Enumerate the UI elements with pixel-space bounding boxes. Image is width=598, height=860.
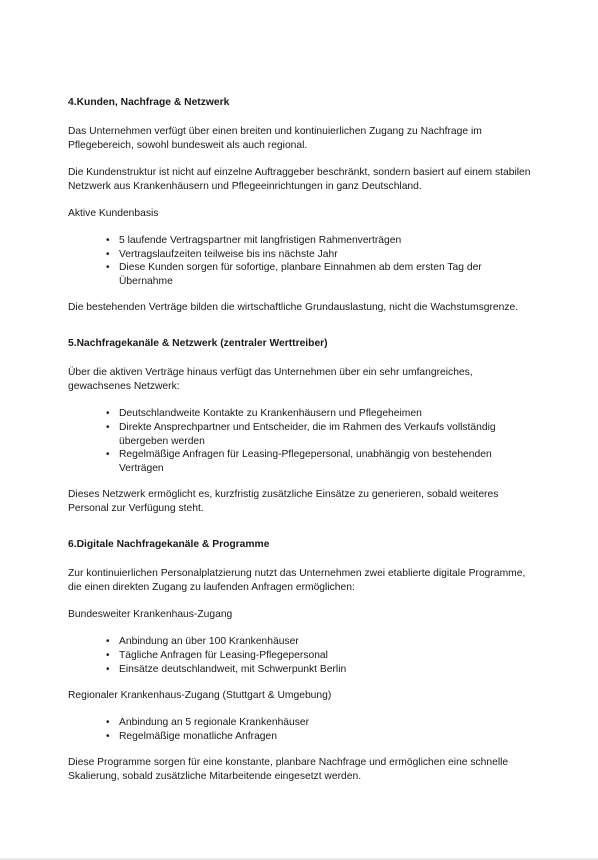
bullet-icon: • xyxy=(106,235,110,246)
paragraph: Diese Programme sorgen für eine konstante, planbare Nachfrage und ermöglichen eine schnelle Skalierung, sobald zusätzliche Mitarbeitende eingesetzt werden. xyxy=(68,757,509,783)
list-item xyxy=(106,649,538,663)
bullet-icon: • xyxy=(106,717,110,729)
section-heading: 4.Kunden, Nachfrage & Netzwerk xyxy=(68,97,230,108)
subheading: Regionaler Krankenhaus-Zugang (Stuttgart & Umgebung) xyxy=(68,690,332,702)
subheading: Bundesweiter Krankenhaus-Zugang xyxy=(68,609,233,621)
bullet-list xyxy=(68,716,538,743)
bullet-icon: • xyxy=(106,421,110,433)
list-item-text: Anbindung an 5 regionale Krankenhäuser xyxy=(119,717,310,729)
section-heading: 5.Nachfragekanäle & Netzwerk (zentraler Werttreiber) xyxy=(68,338,328,350)
list-item xyxy=(106,730,538,744)
bullet-icon: • xyxy=(106,408,110,420)
paragraph: Die Kundenstruktur ist nicht auf einzelne Auftraggeber beschränkt, sondern basiert auf einem stabilen Netzwerk aus Krankenhäusern und Pflegeeinrichtungen in ganz Deutschland. xyxy=(68,167,531,192)
list-item xyxy=(106,407,538,421)
list-item-text: Direkte Ansprechpartner und Entscheider, die im Rahmen des Verkaufs vollständig übergeben werden xyxy=(119,421,496,447)
paragraph: Zur kontinuierlichen Personalplatzierung nutzt das Unternehmen zwei etablierte digitale Programme, die einen direkten Zugang zu laufenden Anfragen ermöglichen: xyxy=(68,568,526,594)
bullet-icon: • xyxy=(106,663,110,675)
paragraph: Die bestehenden Verträge bilden die wirtschaftliche Grundauslastung, nicht die Wachstumsgrenze. xyxy=(68,302,519,314)
list-item xyxy=(106,663,538,677)
bullet-list xyxy=(68,635,538,676)
bullet-list xyxy=(68,234,538,288)
list-item-text: Regelmäßige monatliche Anfragen xyxy=(119,730,277,742)
list-item-text: Tägliche Anfragen für Leasing-Pflegepersonal xyxy=(119,649,328,661)
paragraph: Das Unternehmen verfügt über einen breiten und kontinuierlichen Zugang zu Nachfrage im Pflegebereich, sowohl bundesweit als auch regional. xyxy=(68,126,482,151)
list-item-text: 5 laufende Vertragspartner mit langfristigen Rahmenverträgen xyxy=(119,235,402,246)
paragraph: Dieses Netzwerk ermöglicht es, kurzfristig zusätzliche Einsätze zu generieren, sobald weiteres Personal zur Verfügung steht. xyxy=(68,489,499,515)
bullet-icon: • xyxy=(106,730,110,742)
list-item xyxy=(106,635,538,649)
list-item xyxy=(106,716,538,730)
list-item-text: Regelmäßige Anfragen für Leasing-Pflegepersonal, unabhängig von bestehenden Verträgen xyxy=(119,449,492,474)
section-heading: 6.Digitale Nachfragekanäle & Programme xyxy=(68,539,270,551)
list-item-text: Deutschlandweite Kontakte zu Krankenhäusern und Pflegeheimen xyxy=(119,408,422,420)
list-item xyxy=(106,248,538,262)
list-item-text: Einsätze deutschlandweit, mit Schwerpunkt Berlin xyxy=(119,663,347,675)
paragraph: Über die aktiven Verträge hinaus verfügt das Unternehmen über ein sehr umfangreiches, gewachsenes Netzwerk: xyxy=(68,367,473,393)
list-item-text: Vertragslaufzeiten teilweise bis ins nächste Jahr xyxy=(119,248,338,260)
bullet-icon: • xyxy=(106,449,110,461)
section-digitale-nachfragekanaele xyxy=(68,538,538,784)
list-item xyxy=(106,234,538,248)
bullet-list xyxy=(68,407,538,475)
list-item-text: Diese Kunden sorgen für sofortige, planbare Einnahmen ab dem ersten Tag der Übernahme xyxy=(119,262,482,287)
bullet-icon: • xyxy=(106,248,110,260)
section-nachfragekanaele-netzwerk xyxy=(68,337,538,516)
list-item-text: Anbindung an über 100 Krankenhäuser xyxy=(119,636,299,648)
list-item xyxy=(106,421,538,448)
bullet-icon: • xyxy=(106,262,110,274)
section-kunden-nachfrage-netzwerk xyxy=(68,96,538,315)
subheading: Aktive Kundenbasis xyxy=(68,208,159,219)
bullet-icon: • xyxy=(106,649,110,661)
list-item xyxy=(106,448,538,475)
bullet-icon: • xyxy=(106,636,110,648)
list-item xyxy=(106,261,538,288)
